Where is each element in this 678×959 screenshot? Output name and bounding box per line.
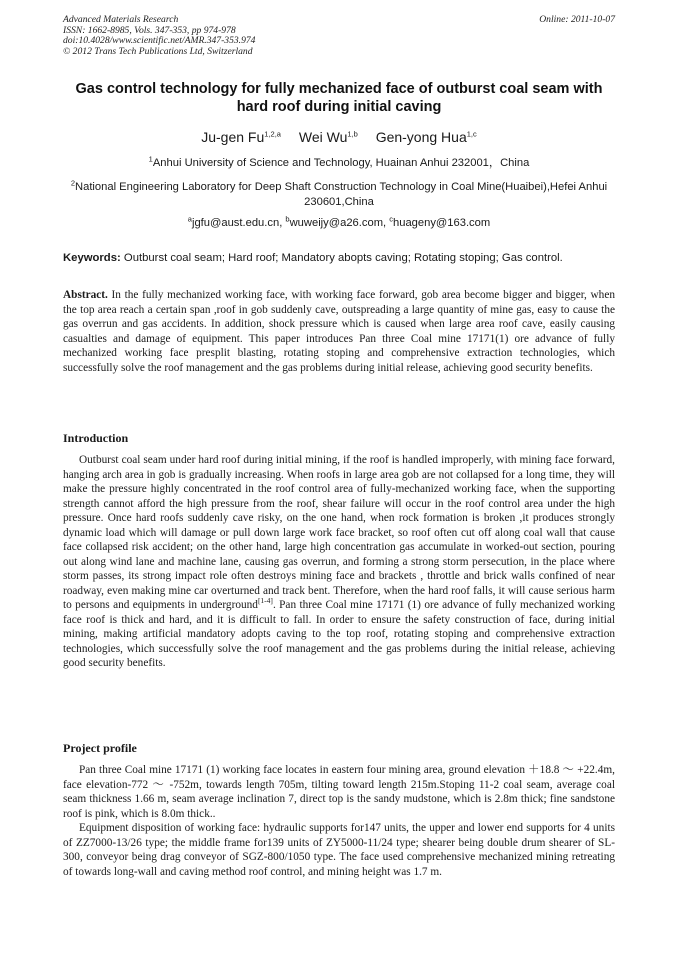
author	[201, 129, 281, 145]
author-sup: 1,c	[466, 129, 477, 139]
author-name: Wei Wu	[298, 129, 348, 145]
affiliation-text: National Engineering Laboratory for Deep Shaft Construction Technology in Coal Mine(Huaibei),Hefei Anhui 230601,China	[75, 181, 608, 208]
author-sup: 1,b	[347, 129, 358, 139]
affiliation-text: Anhui University of Science and Technology, Huainan Anhui 232001，China	[152, 157, 530, 169]
affiliation-2	[60, 180, 618, 209]
journal-copyright: © 2012 Trans Tech Publications Ltd, Switzerland	[63, 45, 253, 57]
author-name: Ju-gen Fu	[201, 129, 265, 145]
section-heading-project-profile: Project profile	[63, 741, 137, 755]
email-sup: b	[285, 214, 290, 224]
email-c[interactable]: huageny@163.com	[393, 217, 491, 229]
abstract	[63, 288, 615, 375]
journal-name: Advanced Materials Research	[63, 14, 179, 25]
project-paragraph-2: Equipment disposition of working face: hydraulic supports for147 units, the upper and lower end supports for 4 units of ZZ7000-13/26 type; the middle frame for139 units of ZY5000-11/24 type; shearer being double drum shearer of SL-300, conveyor being drag conveyor of SGZ-800/1050 type. The face used comprehensive mechanized mining retreating of towards long-wall and caving method roof control, and mining height was 1.7 m.	[63, 822, 615, 878]
author	[299, 129, 358, 145]
intro-text-2: . Pan three Coal mine 17171 (1) ore advance of fully mechanized working face roof is thick and hard, and it is difficult to fall. In order to ensure the safety construction of face, during initial mining, making artificial mandatory adopts caving to the top roof, rotating stoping and comprehensive extraction technologies, which successfully solve the roof management and the gas problems during the initial release, achieving good security benefits.	[63, 599, 616, 669]
abstract-text: In the fully mechanized working face, with working face forward, gob area become bigger and bigger, when the top area reach a certain span ,roof in gob suddenly cave, outspreading a large quantity of mine gas, easy to cause the gas overrun and gas accidents. In addition, shock pressure which is caused when large area roof cave, easily causing casualties and damage of equipment. This paper introduces Pan three Coal mine 17171(1) ore advance of fully mechanized working face presplit blasting, rotating stoping and comprehensive extraction technologies, which successfully solve the roof management and the gas problems during initial release, achieving good security benefits.	[63, 289, 615, 374]
section-heading-introduction: Introduction	[63, 431, 129, 445]
intro-text-1: Outburst coal seam under hard roof during initial mining, if the roof is handled improperly, with mining face forward, hanging arch area in gob is gradually increasing. When roofs in large area gob are not collapsed for a long time, they will make the pressure highly concentrated in the roof control area of fully-mechanized working face, when the supporting strength cannot afford the high pressure from the roof, shear failure will occur in the roof control area under the high pressure. Once hard roofs suddenly cave risky, on the one hand, when rock formation is broken ,it produces strongly dynamic load which will damage or pull down large work face bracket, so roof often cut off along coal wall that cause face collapsed risk accident; on the other hand, large high concentration gas accumulate in worked-out section, pouring out along wind lane and machine lane, causing gas overrun, and forming a strong storm persecution, in the place where storm passes, its strong impact role often destroys mining face and brackets , throttle and brick walls confined of near roadway, even making mine car overturned and track bent. Therefore, when the hard roof falls, it will cause serious harm to persons and equipments in underground	[63, 454, 615, 611]
affiliation-sup: 1	[148, 154, 153, 164]
keywords-text: Outburst coal seam; Hard roof; Mandatory abopts caving; Rotating stoping; Gas control.	[120, 252, 563, 264]
keywords-label: Keywords:	[63, 252, 121, 264]
email-a[interactable]: jgfu@aust.edu.cn,	[191, 217, 286, 229]
keywords	[63, 251, 623, 265]
affiliation-sup: 2	[70, 178, 76, 188]
journal-header	[63, 15, 615, 57]
citation[interactable]: [1-4]	[257, 596, 273, 606]
author-sup: 1,2,a	[264, 129, 281, 139]
project-paragraph-1: Pan three Coal mine 17171 (1) working face locates in eastern four mining area, ground elevation ＋18.8 ～ +22.4m, face elevation-772 ～ -752m, towards length 705m, tilting toward length 215m.Stoping 11-2 coal seam, average coal seam thickness 1.66 m, seam average inclination 7, direct top is the sandy mudstone, which is 2.8m thick; fine sandstone roof is pink, which is 8.0m thick..	[63, 764, 615, 820]
email-sup: a	[187, 214, 192, 224]
email-sup: c	[389, 214, 393, 224]
journal-doi: doi:10.4028/www.scientific.net/AMR.347-353.974	[63, 35, 256, 47]
paper-title: Gas control technology for fully mechanized face of outburst coal seam with hard roof during initial caving	[75, 81, 603, 115]
author	[376, 129, 477, 145]
abstract-label: Abstract.	[63, 289, 108, 301]
journal-info	[63, 15, 615, 57]
online-date: Online: 2011-10-07	[539, 14, 615, 25]
journal-issn: ISSN: 1662-8985, Vols. 347-353, pp 974-978	[63, 24, 236, 36]
email-b[interactable]: wuweijy@a26.com,	[289, 217, 390, 229]
author-list	[60, 128, 618, 146]
introduction-paragraph	[63, 453, 615, 671]
author-name: Gen-yong Hua	[375, 129, 467, 145]
author-emails	[60, 216, 618, 231]
affiliation-1	[60, 156, 618, 171]
